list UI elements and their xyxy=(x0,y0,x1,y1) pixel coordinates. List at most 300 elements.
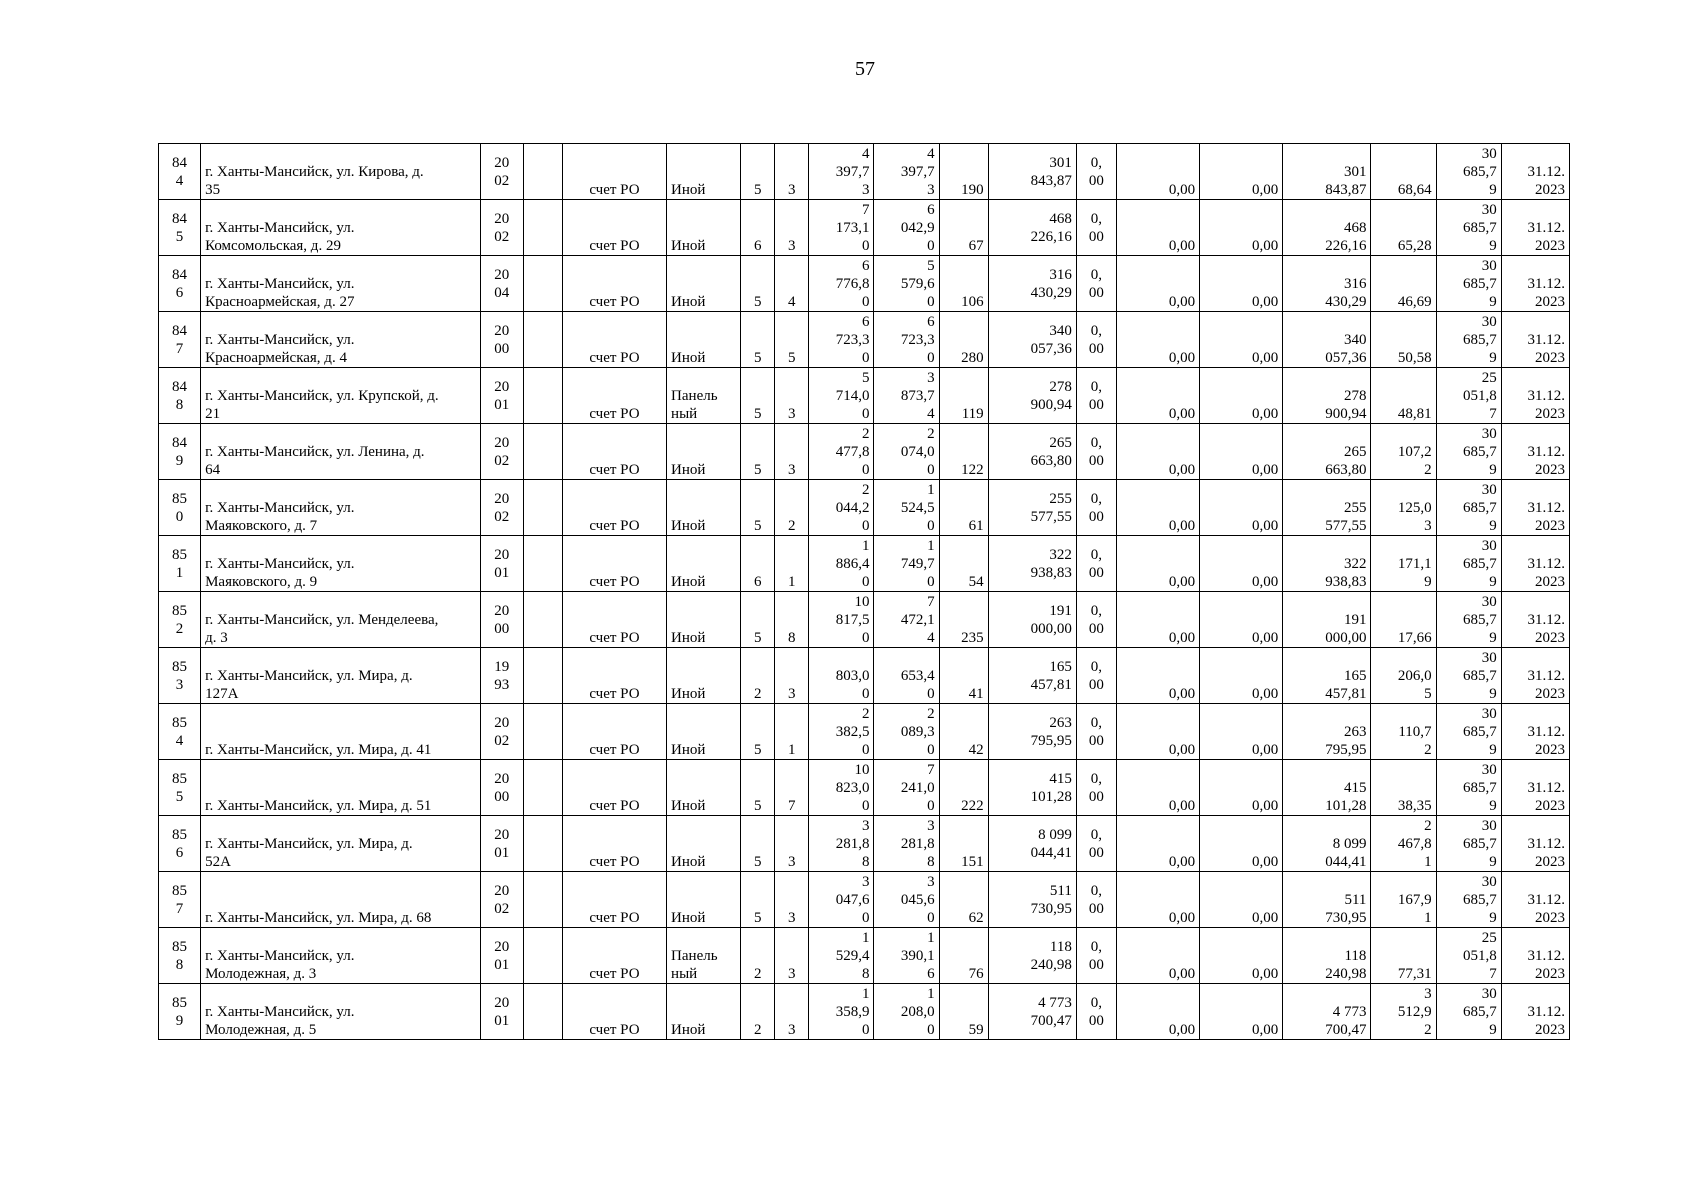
cell-line: 02 xyxy=(494,732,510,749)
cost-fund-cell xyxy=(1076,312,1116,368)
cell-line: 415 xyxy=(1343,780,1367,796)
cell-line: 9 xyxy=(175,1012,184,1029)
floors-cell: 6 xyxy=(741,536,775,592)
cell-line: 265 xyxy=(1049,434,1072,451)
cell-line: 042,9 xyxy=(900,220,935,236)
total-cost-cell xyxy=(988,424,1076,480)
cell-line: 20 xyxy=(494,266,510,283)
cell-line: 31.12. xyxy=(1527,276,1565,292)
residents-cell: 76 xyxy=(939,928,988,984)
cell-line: 31.12. xyxy=(1527,948,1565,964)
cell-line: 02 xyxy=(494,508,510,525)
cell-line: 089,3 xyxy=(900,724,935,740)
cost-local-cell: 0,00 xyxy=(1200,592,1283,648)
table-row xyxy=(159,536,1570,592)
cell-line: 938,83 xyxy=(1325,574,1367,590)
cost-local-cell: 0,00 xyxy=(1200,648,1283,704)
registry-table xyxy=(158,143,1570,1040)
floors-cell: 5 xyxy=(741,144,775,200)
cell-line: 8 xyxy=(175,396,184,413)
floors-cell: 5 xyxy=(741,872,775,928)
cost-limit-cell xyxy=(1436,816,1501,872)
wall-material-cell xyxy=(667,760,741,816)
cell-line: 730,95 xyxy=(1030,900,1072,917)
cost-budget-cell: 0,00 xyxy=(1116,984,1199,1040)
cost-limit-cell xyxy=(1436,424,1501,480)
cell-line: 01 xyxy=(494,1012,510,1029)
cell-line: 2 xyxy=(1424,1022,1432,1038)
cost-per-sqm-cell xyxy=(1371,424,1436,480)
cell-line: 322 xyxy=(1049,546,1072,563)
cell-line: 226,16 xyxy=(1030,228,1072,245)
cell-line: 9 xyxy=(1489,574,1497,590)
cell-line: 171,1 xyxy=(1397,556,1432,572)
empty-cell xyxy=(523,704,562,760)
cell-line: 5 xyxy=(861,370,870,386)
total-area-cell xyxy=(809,200,874,256)
cell-line: 4 xyxy=(861,146,870,162)
cell-line: 723,3 xyxy=(900,332,935,348)
cell-line: 20 xyxy=(494,882,510,899)
cell-line: 2023 xyxy=(1535,406,1565,422)
cell-line: 430,29 xyxy=(1325,294,1367,310)
cell-line: 4 773 xyxy=(1038,994,1072,1011)
cell-line: 00 xyxy=(494,620,510,637)
cell-line: 9 xyxy=(1489,350,1497,366)
cell-line: 9 xyxy=(1489,630,1497,646)
total-area-cell xyxy=(809,984,874,1040)
empty-cell xyxy=(523,816,562,872)
cell-line: Иной xyxy=(671,182,706,198)
residents-cell: 190 xyxy=(939,144,988,200)
cell-line: 30 xyxy=(1481,762,1497,778)
cell-line: 044,41 xyxy=(1325,854,1367,870)
entrances-cell: 5 xyxy=(775,312,809,368)
cell-line: 30 xyxy=(1481,650,1497,666)
cell-line: 9 xyxy=(1489,798,1497,814)
total-area-cell xyxy=(809,928,874,984)
cost-budget-cell: 0,00 xyxy=(1116,200,1199,256)
cost-owners-cell xyxy=(1283,928,1371,984)
cost-owners-cell xyxy=(1283,480,1371,536)
address-cell xyxy=(201,200,481,256)
cell-line: 685,7 xyxy=(1462,220,1497,236)
cell-line: 85 xyxy=(172,882,188,899)
cell-line: 01 xyxy=(494,564,510,581)
table-row xyxy=(159,144,1570,200)
cell-line: 20 xyxy=(494,546,510,563)
cell-line: 6 xyxy=(861,314,870,330)
address-cell xyxy=(201,256,481,312)
row-number-cell xyxy=(159,424,201,480)
account-cell: счет РО xyxy=(562,200,666,256)
total-area-cell xyxy=(809,648,874,704)
cell-line: 685,7 xyxy=(1462,276,1497,292)
cell-line: 301 xyxy=(1049,154,1072,171)
cell-line: 397,7 xyxy=(835,164,870,180)
cell-line: 358,9 xyxy=(835,1004,870,1020)
empty-cell xyxy=(523,424,562,480)
cell-line: д. 3 xyxy=(205,630,228,646)
cell-line: 524,5 xyxy=(900,500,935,516)
cell-line: 340 xyxy=(1343,332,1367,348)
total-cost-cell xyxy=(988,704,1076,760)
cell-line: 2 xyxy=(175,620,184,637)
cell-line: 886,4 xyxy=(835,556,870,572)
cell-line: 84 xyxy=(172,378,188,395)
cell-line: 31.12. xyxy=(1527,220,1565,236)
cell-line: 0 xyxy=(927,742,935,758)
deadline-cell xyxy=(1501,256,1569,312)
row-number-cell xyxy=(159,312,201,368)
cell-line: 20 xyxy=(494,826,510,843)
cell-line: 0, xyxy=(1090,434,1102,451)
address-cell xyxy=(201,872,481,928)
cell-line: 2 xyxy=(861,482,870,498)
cell-line: 3 xyxy=(927,874,935,890)
cost-budget-cell: 0,00 xyxy=(1116,424,1199,480)
address-cell xyxy=(201,760,481,816)
cell-line: 0 xyxy=(861,574,870,590)
cell-line: 0 xyxy=(861,1022,870,1038)
cell-line: 17,66 xyxy=(1397,630,1432,646)
cell-line: 579,6 xyxy=(900,276,935,292)
total-area-cell xyxy=(809,480,874,536)
cell-line: 000,00 xyxy=(1030,620,1072,637)
residents-cell: 61 xyxy=(939,480,988,536)
wall-material-cell xyxy=(667,704,741,760)
cell-line: 31.12. xyxy=(1527,612,1565,628)
total-area-cell xyxy=(809,368,874,424)
cell-line: 31.12. xyxy=(1527,892,1565,908)
cell-line: 0, xyxy=(1090,826,1102,843)
table-row xyxy=(159,256,1570,312)
cell-line: 31.12. xyxy=(1527,444,1565,460)
cell-line: 84 xyxy=(172,154,188,171)
cell-line: 00 xyxy=(1088,508,1104,525)
cost-local-cell: 0,00 xyxy=(1200,872,1283,928)
cell-line: 0, xyxy=(1090,714,1102,731)
cell-line: 3 xyxy=(927,818,935,834)
cell-line: 0 xyxy=(927,1022,935,1038)
total-cost-cell xyxy=(988,368,1076,424)
cost-local-cell: 0,00 xyxy=(1200,200,1283,256)
cell-line: 795,95 xyxy=(1030,732,1072,749)
empty-cell xyxy=(523,592,562,648)
cell-line: г. Ханты-Мансийск, ул. xyxy=(205,220,355,236)
cell-line: 0, xyxy=(1090,266,1102,283)
cell-line: 1 xyxy=(927,930,935,946)
registry-rows xyxy=(159,144,1570,1040)
empty-cell xyxy=(523,480,562,536)
row-number-cell xyxy=(159,704,201,760)
cell-line: 6 xyxy=(175,284,184,301)
cell-line: 457,81 xyxy=(1325,686,1367,702)
cost-owners-cell xyxy=(1283,648,1371,704)
deadline-cell xyxy=(1501,592,1569,648)
cell-line: 7 xyxy=(861,202,870,218)
cell-line: 48,81 xyxy=(1397,406,1432,422)
cell-line: 2 xyxy=(1424,742,1432,758)
cost-limit-cell xyxy=(1436,312,1501,368)
cell-line: 301 xyxy=(1343,164,1367,180)
table-row xyxy=(159,872,1570,928)
cell-line: 685,7 xyxy=(1462,444,1497,460)
total-cost-cell xyxy=(988,816,1076,872)
cost-fund-cell xyxy=(1076,480,1116,536)
deadline-cell xyxy=(1501,928,1569,984)
account-cell: счет РО xyxy=(562,144,666,200)
cell-line: 2023 xyxy=(1535,686,1565,702)
cell-line: 057,36 xyxy=(1325,350,1367,366)
cell-line: 1 xyxy=(861,930,870,946)
year-cell xyxy=(480,312,523,368)
cell-line: 511 xyxy=(1344,892,1367,908)
cell-line: 700,47 xyxy=(1325,1022,1367,1038)
deadline-cell xyxy=(1501,536,1569,592)
account-cell: счет РО xyxy=(562,928,666,984)
cell-line: г. Ханты-Мансийск, ул. Мира, д. 68 xyxy=(205,910,432,926)
year-cell xyxy=(480,368,523,424)
cell-line: 9 xyxy=(1489,854,1497,870)
cell-line: 322 xyxy=(1343,556,1367,572)
cell-line: Иной xyxy=(671,238,706,254)
cost-local-cell: 0,00 xyxy=(1200,144,1283,200)
cell-line: 00 xyxy=(1088,396,1104,413)
cell-line: Иной xyxy=(671,854,706,870)
cost-budget-cell: 0,00 xyxy=(1116,704,1199,760)
table-row xyxy=(159,984,1570,1040)
empty-cell xyxy=(523,256,562,312)
cost-fund-cell xyxy=(1076,816,1116,872)
cell-line: 01 xyxy=(494,844,510,861)
table-row xyxy=(159,480,1570,536)
cost-limit-cell xyxy=(1436,480,1501,536)
entrances-cell: 1 xyxy=(775,536,809,592)
cell-line: 85 xyxy=(172,994,188,1011)
cell-line: 04 xyxy=(494,284,510,301)
entrances-cell: 4 xyxy=(775,256,809,312)
cell-line: 2 xyxy=(1424,818,1432,834)
empty-cell xyxy=(523,760,562,816)
cell-line: 2023 xyxy=(1535,1022,1565,1038)
cell-line: 843,87 xyxy=(1030,172,1072,189)
cell-line: 31.12. xyxy=(1527,164,1565,180)
cell-line: 30 xyxy=(1481,874,1497,890)
cell-line: 044,41 xyxy=(1030,844,1072,861)
residents-cell: 122 xyxy=(939,424,988,480)
total-area-cell xyxy=(809,592,874,648)
cost-local-cell: 0,00 xyxy=(1200,816,1283,872)
cell-line: 64 xyxy=(205,462,221,478)
cell-line: 4 xyxy=(175,732,184,749)
total-area-cell xyxy=(809,536,874,592)
cell-line: 263 xyxy=(1049,714,1072,731)
cell-line: 0 xyxy=(861,798,870,814)
wall-material-cell xyxy=(667,928,741,984)
table-row xyxy=(159,368,1570,424)
wall-material-cell xyxy=(667,872,741,928)
cell-line: 0 xyxy=(861,686,870,702)
cell-line: 20 xyxy=(494,714,510,731)
living-area-cell xyxy=(874,200,939,256)
living-area-cell xyxy=(874,928,939,984)
empty-cell xyxy=(523,200,562,256)
cell-line: Красноармейская, д. 4 xyxy=(205,350,347,366)
cell-line: г. Ханты-Мансийск, ул. xyxy=(205,948,355,964)
cell-line: 10 xyxy=(854,762,870,778)
cell-line: 65,28 xyxy=(1397,238,1432,254)
cell-line: 240,98 xyxy=(1030,956,1072,973)
cell-line: 30 xyxy=(1481,818,1497,834)
cell-line: 20 xyxy=(494,602,510,619)
deadline-cell xyxy=(1501,816,1569,872)
cost-limit-cell xyxy=(1436,536,1501,592)
cell-line: 6 xyxy=(927,314,935,330)
cell-line: 0 xyxy=(927,574,935,590)
cell-line: 2 xyxy=(1424,462,1432,478)
year-cell xyxy=(480,928,523,984)
row-number-cell xyxy=(159,928,201,984)
deadline-cell xyxy=(1501,872,1569,928)
cell-line: 00 xyxy=(494,340,510,357)
cell-line: 5 xyxy=(927,258,935,274)
cell-line: 2023 xyxy=(1535,854,1565,870)
cost-per-sqm-cell xyxy=(1371,368,1436,424)
cell-line: 21 xyxy=(205,406,221,422)
address-cell xyxy=(201,816,481,872)
cell-line: 0, xyxy=(1090,490,1102,507)
total-area-cell xyxy=(809,704,874,760)
deadline-cell xyxy=(1501,648,1569,704)
cell-line: 9 xyxy=(175,452,184,469)
cell-line: 2023 xyxy=(1535,462,1565,478)
cost-per-sqm-cell xyxy=(1371,816,1436,872)
account-cell: счет РО xyxy=(562,536,666,592)
account-cell: счет РО xyxy=(562,760,666,816)
account-cell: счет РО xyxy=(562,872,666,928)
cell-line: 20 xyxy=(494,378,510,395)
cell-line: 30 xyxy=(1481,202,1497,218)
cell-line: г. Ханты-Мансийск, ул. Менделеева, xyxy=(205,612,439,628)
account-cell: счет РО xyxy=(562,704,666,760)
empty-cell xyxy=(523,368,562,424)
cell-line: 31.12. xyxy=(1527,724,1565,740)
cell-line: 0 xyxy=(861,910,870,926)
cell-line: 50,58 xyxy=(1397,350,1432,366)
cell-line: 165 xyxy=(1343,668,1367,684)
living-area-cell xyxy=(874,592,939,648)
cell-line: 9 xyxy=(1489,462,1497,478)
row-number-cell xyxy=(159,144,201,200)
cell-line: 01 xyxy=(494,956,510,973)
cell-line: 685,7 xyxy=(1462,612,1497,628)
cell-line: 85 xyxy=(172,602,188,619)
cost-fund-cell xyxy=(1076,200,1116,256)
wall-material-cell xyxy=(667,144,741,200)
cell-line: 2023 xyxy=(1535,350,1565,366)
cell-line: 85 xyxy=(172,770,188,787)
cell-line: 511 xyxy=(1049,882,1072,899)
cell-line: 31.12. xyxy=(1527,780,1565,796)
empty-cell xyxy=(523,312,562,368)
cell-line: 0 xyxy=(175,508,184,525)
cost-per-sqm-cell xyxy=(1371,144,1436,200)
cell-line: 107,2 xyxy=(1397,444,1432,460)
cell-line: 577,55 xyxy=(1325,518,1367,534)
year-cell xyxy=(480,872,523,928)
cost-local-cell: 0,00 xyxy=(1200,480,1283,536)
cell-line: 3 xyxy=(861,874,870,890)
cell-line: 044,2 xyxy=(835,500,870,516)
entrances-cell: 3 xyxy=(775,872,809,928)
cell-line: 6 xyxy=(175,844,184,861)
living-area-cell xyxy=(874,368,939,424)
cost-local-cell: 0,00 xyxy=(1200,368,1283,424)
cell-line: 263 xyxy=(1343,724,1367,740)
cell-line: 685,7 xyxy=(1462,668,1497,684)
cell-line: 84 xyxy=(172,322,188,339)
address-cell xyxy=(201,592,481,648)
residents-cell: 67 xyxy=(939,200,988,256)
cell-line: 0 xyxy=(927,350,935,366)
cell-line: 101,28 xyxy=(1030,788,1072,805)
cell-line: 9 xyxy=(1489,742,1497,758)
cell-line: 165 xyxy=(1049,658,1072,675)
cell-line: 85 xyxy=(172,658,188,675)
wall-material-cell xyxy=(667,480,741,536)
cell-line: 25 xyxy=(1481,930,1497,946)
cell-line: Иной xyxy=(671,574,706,590)
cell-line: 85 xyxy=(172,938,188,955)
cell-line: 8 xyxy=(861,966,870,982)
cell-line: 4 xyxy=(927,406,935,422)
cost-per-sqm-cell xyxy=(1371,704,1436,760)
cell-line: 0, xyxy=(1090,770,1102,787)
cell-line: 817,5 xyxy=(835,612,870,628)
row-number-cell xyxy=(159,536,201,592)
cost-per-sqm-cell xyxy=(1371,200,1436,256)
cell-line: 278 xyxy=(1343,388,1367,404)
table-row xyxy=(159,928,1570,984)
cost-fund-cell xyxy=(1076,928,1116,984)
cost-local-cell: 0,00 xyxy=(1200,424,1283,480)
total-cost-cell xyxy=(988,648,1076,704)
cell-line: 31.12. xyxy=(1527,836,1565,852)
cell-line: 051,8 xyxy=(1462,388,1497,404)
cell-line: 6 xyxy=(927,202,935,218)
residents-cell: 280 xyxy=(939,312,988,368)
cost-budget-cell: 0,00 xyxy=(1116,536,1199,592)
cell-line: 0 xyxy=(861,406,870,422)
cell-line: 0 xyxy=(927,462,935,478)
address-cell xyxy=(201,144,481,200)
cell-line: 1 xyxy=(175,564,184,581)
cell-line: 110,7 xyxy=(1398,724,1432,740)
account-cell: счет РО xyxy=(562,368,666,424)
cell-line: 31.12. xyxy=(1527,500,1565,516)
living-area-cell xyxy=(874,424,939,480)
cost-budget-cell: 0,00 xyxy=(1116,592,1199,648)
cell-line: 5 xyxy=(175,788,184,805)
cost-budget-cell: 0,00 xyxy=(1116,872,1199,928)
floors-cell: 5 xyxy=(741,312,775,368)
cell-line: 20 xyxy=(494,434,510,451)
cell-line: Иной xyxy=(671,742,706,758)
total-area-cell xyxy=(809,256,874,312)
empty-cell xyxy=(523,872,562,928)
cell-line: 00 xyxy=(1088,228,1104,245)
